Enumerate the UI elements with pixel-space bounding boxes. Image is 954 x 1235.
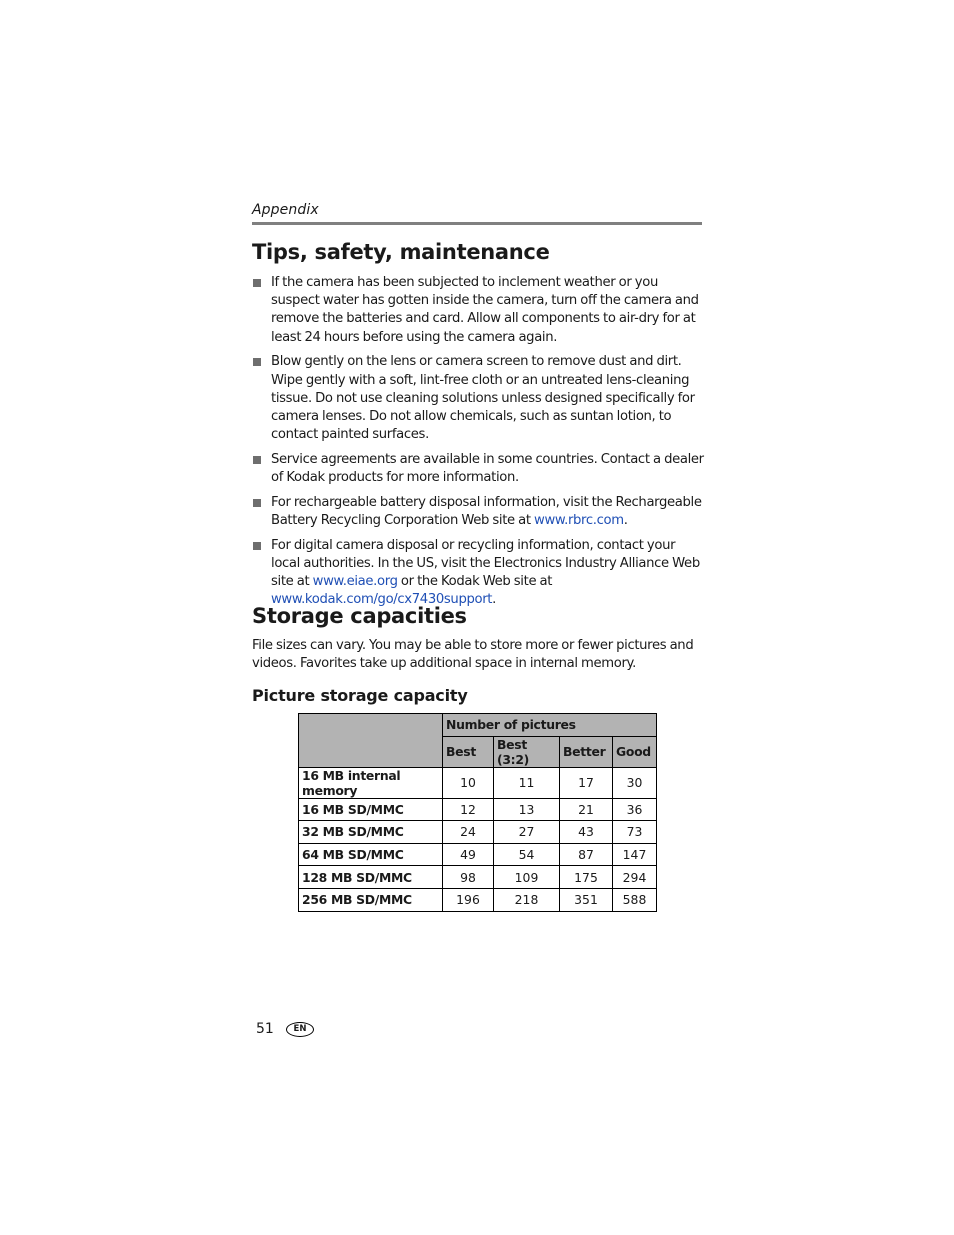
list-item xyxy=(252,274,707,347)
row-label: 256 MB SD/MMC xyxy=(299,888,443,911)
tip-text: Blow gently on the lens or camera screen to remove dust and dirt. Wipe gently with a soft, lint-free cloth or an untreated lens-cleaning tissue. Do not use cleaning solutions unless designed specifically for camera lenses. Do not allow chemicals, such as suntan lotion, to contact painted surfaces. xyxy=(271,354,695,443)
table-row xyxy=(299,767,657,798)
rbrc-link[interactable]: www.rbrc.com xyxy=(534,512,624,528)
table-cell: 10 xyxy=(443,767,494,798)
table-cell: 21 xyxy=(560,798,613,821)
column-header: Best (3:2) xyxy=(494,736,560,767)
table-cell: 588 xyxy=(613,888,657,911)
table-row xyxy=(299,888,657,911)
picture-storage-table xyxy=(298,713,657,912)
storage-intro: File sizes can vary. You may be able to store more or fewer pictures and videos. Favorites take up additional space in internal memory. xyxy=(252,638,694,672)
table-cell: 13 xyxy=(494,798,560,821)
table-cell: 218 xyxy=(494,888,560,911)
eiae-link[interactable]: www.eiae.org xyxy=(312,574,398,590)
table-row xyxy=(299,866,657,889)
tip-text-end: . xyxy=(623,512,628,528)
tip-text: For digital camera disposal or recycling information, contact your local authorities. In the US, visit the Electronics Industry Alliance Web site at xyxy=(271,537,700,590)
empty-corner-cell xyxy=(299,714,443,768)
table-row xyxy=(299,798,657,821)
table-cell: 54 xyxy=(494,843,560,866)
table-cell: 351 xyxy=(560,888,613,911)
picture-storage-subheading: Picture storage capacity xyxy=(252,686,468,705)
tips-list xyxy=(252,274,707,616)
list-item xyxy=(252,494,707,530)
table-cell: 12 xyxy=(443,798,494,821)
kodak-support-link[interactable]: www.kodak.com/go/cx7430support xyxy=(271,592,493,608)
table-cell: 196 xyxy=(443,888,494,911)
tip-text: Service agreements are available in some countries. Contact a dealer of Kodak products for more information. xyxy=(271,451,704,486)
tip-text: If the camera has been subjected to inclement weather or you suspect water has gotten inside the camera, turn off the camera and remove the batteries and card. Allow all components to air-dry for at least 24 hours before using the camera again. xyxy=(271,275,699,345)
tips-heading: Tips, safety, maintenance xyxy=(252,240,550,264)
table-cell: 36 xyxy=(613,798,657,821)
table-cell: 109 xyxy=(494,866,560,889)
table-row xyxy=(299,843,657,866)
column-header: Best xyxy=(443,736,494,767)
table-cell: 30 xyxy=(613,767,657,798)
table-cell: 17 xyxy=(560,767,613,798)
list-item xyxy=(252,451,707,487)
language-badge-icon: EN xyxy=(286,1022,314,1037)
table-header-row xyxy=(299,714,657,737)
row-label: 32 MB SD/MMC xyxy=(299,821,443,844)
list-item xyxy=(252,537,707,610)
storage-heading: Storage capacities xyxy=(252,604,467,628)
row-label: 16 MB internal memory xyxy=(299,767,443,798)
tip-text-end: . xyxy=(492,592,496,608)
table-cell: 49 xyxy=(443,843,494,866)
table-cell: 27 xyxy=(494,821,560,844)
column-header: Better xyxy=(560,736,613,767)
tip-text-middle: or the Kodak Web site at xyxy=(397,574,553,590)
table-row xyxy=(299,821,657,844)
table-cell: 73 xyxy=(613,821,657,844)
tip-text: For rechargeable battery disposal information, visit the Rechargeable Battery Recycling Corporation Web site at xyxy=(271,494,702,528)
group-header-cell: Number of pictures xyxy=(443,714,657,737)
row-label: 128 MB SD/MMC xyxy=(299,866,443,889)
bullet-square-icon xyxy=(253,358,261,366)
bullet-square-icon xyxy=(253,499,261,507)
header-rule xyxy=(252,222,702,225)
table-cell: 87 xyxy=(560,843,613,866)
table-cell: 147 xyxy=(613,843,657,866)
bullet-square-icon xyxy=(253,456,261,464)
row-label: 64 MB SD/MMC xyxy=(299,843,443,866)
table-cell: 11 xyxy=(494,767,560,798)
bullet-square-icon xyxy=(253,279,261,287)
table-cell: 175 xyxy=(560,866,613,889)
page-number: 51 xyxy=(256,1021,274,1037)
table-cell: 43 xyxy=(560,821,613,844)
table-cell: 98 xyxy=(443,866,494,889)
list-item xyxy=(252,353,707,444)
table-cell: 294 xyxy=(613,866,657,889)
column-header: Good xyxy=(613,736,657,767)
running-header: Appendix xyxy=(252,202,319,218)
row-label: 16 MB SD/MMC xyxy=(299,798,443,821)
table-cell: 24 xyxy=(443,821,494,844)
bullet-square-icon xyxy=(253,542,261,550)
